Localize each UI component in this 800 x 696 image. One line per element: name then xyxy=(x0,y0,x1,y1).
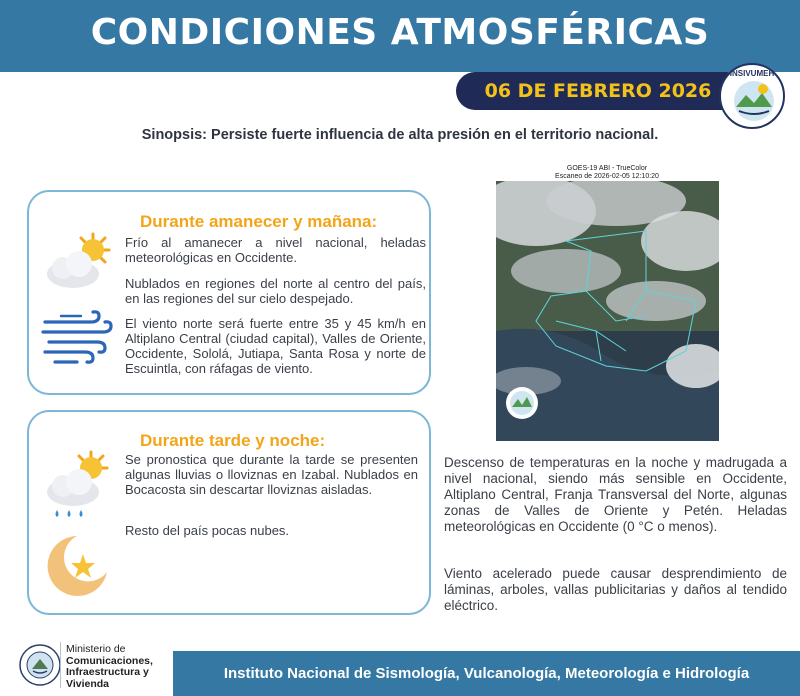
morning-paragraph-3: El viento norte será fuerte entre 35 y 45 km/h en Altiplano Central (ciudad capital), Valles de Oriente, Occidente, Sololá, Jutiapa, Santa Rosa y norte de Escuintla, con ráfagas de viento. xyxy=(125,316,426,376)
ministry-line-1: Ministerio de xyxy=(66,643,126,655)
seal-label: INSIVUMEH xyxy=(729,69,775,78)
right-paragraph-2: Viento acelerado puede causar desprendimiento de láminas, arboles, vallas publicitarias y daños al tendido eléctrico. xyxy=(444,566,787,613)
date-label: 06 DE FEBRERO 2026 xyxy=(484,80,712,102)
morning-panel xyxy=(27,190,431,395)
wind-icon xyxy=(41,310,117,375)
partly-cloudy-icon xyxy=(41,230,115,299)
moon-star-icon xyxy=(43,532,111,605)
rain-cloud-sun-icon xyxy=(41,448,115,527)
evening-title: Durante tarde y noche: xyxy=(140,431,326,450)
page-title: CONDICIONES ATMOSFÉRICAS xyxy=(90,12,710,53)
ministry-name xyxy=(66,644,176,690)
guatemala-coat-of-arms-icon xyxy=(18,643,62,687)
morning-paragraph-2: Nublados en regiones del norte al centro del país, en las regiones del sur cielo despejado. xyxy=(125,276,426,306)
satellite-caption-line2: Escaneo de 2026-02-05 12:10:20 xyxy=(555,173,659,180)
footer-divider xyxy=(60,642,61,688)
evening-panel xyxy=(27,410,431,615)
morning-title: Durante amanecer y mañana: xyxy=(140,212,378,231)
satellite-caption-line1: GOES-19 ABI - TrueColor xyxy=(566,165,648,172)
institute-name: Instituto Nacional de Sismología, Vulcanología, Meteorología e Hidrología xyxy=(223,665,750,682)
ministry-line-4: Vivienda xyxy=(66,677,109,690)
right-paragraph-1: Descenso de temperaturas en la noche y madrugada a nivel nacional, siendo más sensible en Occidente, Altiplano Central, Franja Transversal del Norte, algunas zonas de Valles de Oriente y Petén. Heladas meteorológicas en Occidente (0 °C o menos). xyxy=(444,455,787,534)
satellite-image xyxy=(496,181,719,441)
satellite-caption xyxy=(496,165,718,181)
insivumeh-seal-icon xyxy=(719,63,785,129)
synopsis-text: Sinopsis: Persiste fuerte influencia de alta presión en el territorio nacional. xyxy=(141,127,659,143)
morning-paragraph-1: Frío al amanecer a nivel nacional, heladas meteorológicas en Occidente. xyxy=(125,235,426,265)
ministry-line-2: Comunicaciones, xyxy=(66,654,153,667)
ministry-line-3: Infraestructura y xyxy=(66,666,149,678)
evening-paragraph-2: Resto del país pocas nubes. xyxy=(125,523,290,538)
evening-paragraph-1: Se pronostica que durante la tarde se presenten algunas lluvias o lloviznas en Izabal. Nublados en Bocacosta sin descartar lloviznas aisladas. xyxy=(125,452,418,497)
